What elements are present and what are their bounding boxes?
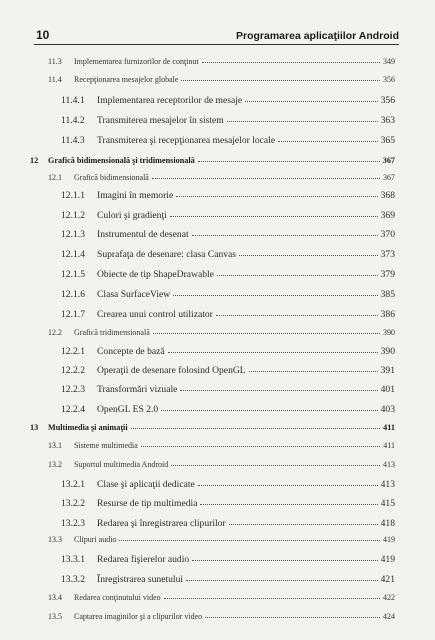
toc-entry-number: 13.2.3 [61,518,85,529]
toc-entry-page: 419 [380,554,395,565]
toc-entry-number: 12.1.1 [61,190,85,201]
toc-entry-title: Grafică bidimensională şi tridimensională [48,156,195,165]
dot-leader [173,289,377,296]
dot-leader [245,95,377,102]
toc-entry-page: 419 [383,535,395,544]
toc-entry-number: 13.2.1 [61,479,85,490]
toc-entry-page: 386 [380,309,395,320]
toc-entry [61,404,395,415]
toc-entry-page: 424 [383,612,395,621]
toc-entry-page: 401 [380,384,395,395]
toc-entry-title: Operaţii de desenare folosind OpenGL [97,365,246,376]
toc-entry-page: 422 [383,593,395,602]
toc-entry [61,554,395,565]
dot-leader [198,156,380,162]
toc-entry-number: 12.1.6 [61,289,85,300]
toc-entry-page: 411 [383,441,395,450]
toc-entry-title: Multimedia şi animaţii [48,423,128,432]
toc-entry-page: 368 [380,190,395,201]
toc-entry [61,135,395,146]
dot-leader [227,115,378,122]
toc-entry-title: Recepţionarea mesajelor globale [74,75,179,84]
toc-entry-page: 373 [380,249,395,260]
toc-entry-page: 403 [380,404,395,415]
toc-entry [48,460,395,469]
dot-leader [186,574,378,581]
toc-entry-title: Implementarea furnizorilor de conţinut [74,57,199,66]
dot-leader [239,249,378,256]
toc-entry-title: Transmiterea mesajelor în sistem [97,115,224,126]
dot-leader [217,269,378,276]
toc-entry-number: 12.2.2 [61,365,85,376]
toc-entry [48,593,395,602]
toc-entry-number: 11.4.1 [61,95,85,106]
toc-entry-number: 13.4 [48,593,62,602]
toc-entry-number: 13.3.2 [61,574,85,585]
toc-entry-title: Transformări vizuale [97,384,178,395]
toc-entry [48,441,395,450]
toc-entry [48,57,395,66]
toc-entry-number: 12.2 [48,328,62,337]
toc-entry [61,249,395,260]
dot-leader [168,346,378,353]
toc-entry [48,535,395,544]
toc-entry-title: Grafică bidimensională [74,173,149,182]
dot-leader [192,229,378,236]
toc-entry-number: 11.4 [48,75,62,84]
toc-entry-page: 367 [382,156,395,165]
toc-entry [61,190,395,201]
toc-entry-page: 369 [380,210,395,221]
toc-entry [61,95,395,106]
toc-entry-title: Grafică tridimensională [74,328,150,337]
toc-entry-title: Resurse de tip multimedia [97,498,198,509]
toc-entry-page: 411 [383,423,395,432]
toc-entry-number: 12.1.2 [61,210,85,221]
toc-entry-number: 13.1 [48,441,62,450]
toc-entry-number: 12.1 [48,173,62,182]
dot-leader [171,460,380,466]
toc-entry-page: 356 [380,95,395,106]
toc-entry-number: 13 [30,423,39,432]
toc-entry-page: 385 [380,289,395,300]
toc-entry-page: 413 [383,460,395,469]
toc-entry-number: 13.2 [48,460,62,469]
toc-entry-title: Suprafaţa de desenare: clasa Canvas [97,249,237,260]
toc-entry-title: Crearea unui control utilizator [97,309,213,320]
toc-entry-title: Redarea conţinutului video [74,593,161,602]
toc-entry [61,498,395,509]
dot-leader [161,404,377,411]
dot-leader [181,75,380,81]
dot-leader [170,210,378,217]
toc-entry-page: 363 [380,115,395,126]
dot-leader [164,593,380,599]
toc-entry-page: 413 [380,479,395,490]
toc-entry [61,365,395,376]
dot-leader [176,190,377,197]
toc-entry-title: Clase şi aplicaţii dedicate [97,479,195,490]
toc-entry-number: 11.4.2 [61,115,85,126]
dot-leader [153,328,380,334]
toc-entry-title: Clasa SurfaceView [97,289,171,300]
dot-leader [249,365,378,372]
dot-leader [131,423,381,429]
toc-entry-page: 418 [380,518,395,529]
toc-entry-page: 421 [380,574,395,585]
dot-leader [198,479,378,486]
toc-entry-number: 13.5 [48,612,62,621]
toc-entry-number: 12.1.3 [61,229,85,240]
toc-entry-title: Captarea imaginilor şi a clipurilor video [74,612,203,621]
toc-entry [61,115,395,126]
toc-entry-title: Clipuri audio [74,535,117,544]
toc-entry-title: Culori şi gradienţi [97,210,167,221]
toc-entry-page: 391 [380,365,395,376]
toc-entry [61,479,395,490]
toc-entry-title: Redarea şi înregistrarea clipurilor [97,518,226,529]
toc-entry [61,229,395,240]
toc-entry-number: 13.3.1 [61,554,85,565]
toc-entry-title: Înregistrarea sunetului [97,574,184,585]
toc-entry-number: 12 [30,156,39,165]
toc-entry-number: 11.4.3 [61,135,85,146]
toc-entry-page: 356 [383,75,395,84]
toc-entry-title: Imagini în memorie [97,190,174,201]
toc-entry [61,289,395,300]
toc-entry-number: 13.3 [48,535,62,544]
toc-entry-number: 12.2.1 [61,346,85,357]
toc-entry-page: 390 [380,346,395,357]
toc-entry-number: 11.3 [48,57,62,66]
dot-leader [192,554,377,561]
toc-entry [48,173,395,182]
toc-entry-title: Suportul multimedia Android [74,460,169,469]
toc-entry-number: 12.2.3 [61,384,85,395]
toc-entry [61,574,395,585]
page-number: 10 [36,28,50,42]
dot-leader [205,612,380,618]
toc-entry [61,384,395,395]
dot-leader [202,57,380,63]
toc-entry-title: Obiecte de tip ShapeDrawable [97,269,214,280]
toc-entry-page: 379 [380,269,395,280]
toc-entry [61,518,395,529]
toc-entry-page: 365 [380,135,395,146]
toc-entry [48,75,395,84]
toc-entry [30,423,395,432]
toc-entry-title: Concepte de bază [97,346,165,357]
toc-entry-title: Sisteme multimedia [74,441,138,450]
dot-leader [119,535,380,541]
toc-entry-title: Transmiterea şi recepţionarea mesajelor locale [97,135,276,146]
toc-entry-page: 349 [383,57,395,66]
toc-entry-page: 390 [383,328,395,337]
toc-entry-page: 367 [383,173,395,182]
dot-leader [200,498,377,505]
dot-leader [141,441,381,447]
toc-entry-title: Implementarea receptorilor de mesaje [97,95,243,106]
running-title: Programarea aplicaţiilor Android [236,30,399,42]
toc-entry-number: 12.1.4 [61,249,85,260]
toc-entry [61,309,395,320]
dot-leader [278,135,377,142]
toc-entry-page: 415 [380,498,395,509]
toc-entry-title: Instrumentul de desenat [97,229,189,240]
toc-entry-number: 13.2.2 [61,498,85,509]
toc-entry-title: OpenGL ES 2.0 [97,404,159,415]
dot-leader [180,384,377,391]
toc-entry [48,328,395,337]
toc-entry-number: 12.1.7 [61,309,85,320]
page-header [34,28,399,45]
toc-entry-page: 370 [380,229,395,240]
dot-leader [152,173,380,179]
toc-entry [61,346,395,357]
toc-entry [48,612,395,621]
toc-entry-number: 12.2.4 [61,404,85,415]
toc-entry [61,269,395,280]
toc-entry [61,210,395,221]
dot-leader [229,518,378,525]
toc-entry [30,156,395,165]
toc-entry-title: Redarea fişierelor audio [97,554,190,565]
dot-leader [216,309,378,316]
toc-entry-number: 12.1.5 [61,269,85,280]
